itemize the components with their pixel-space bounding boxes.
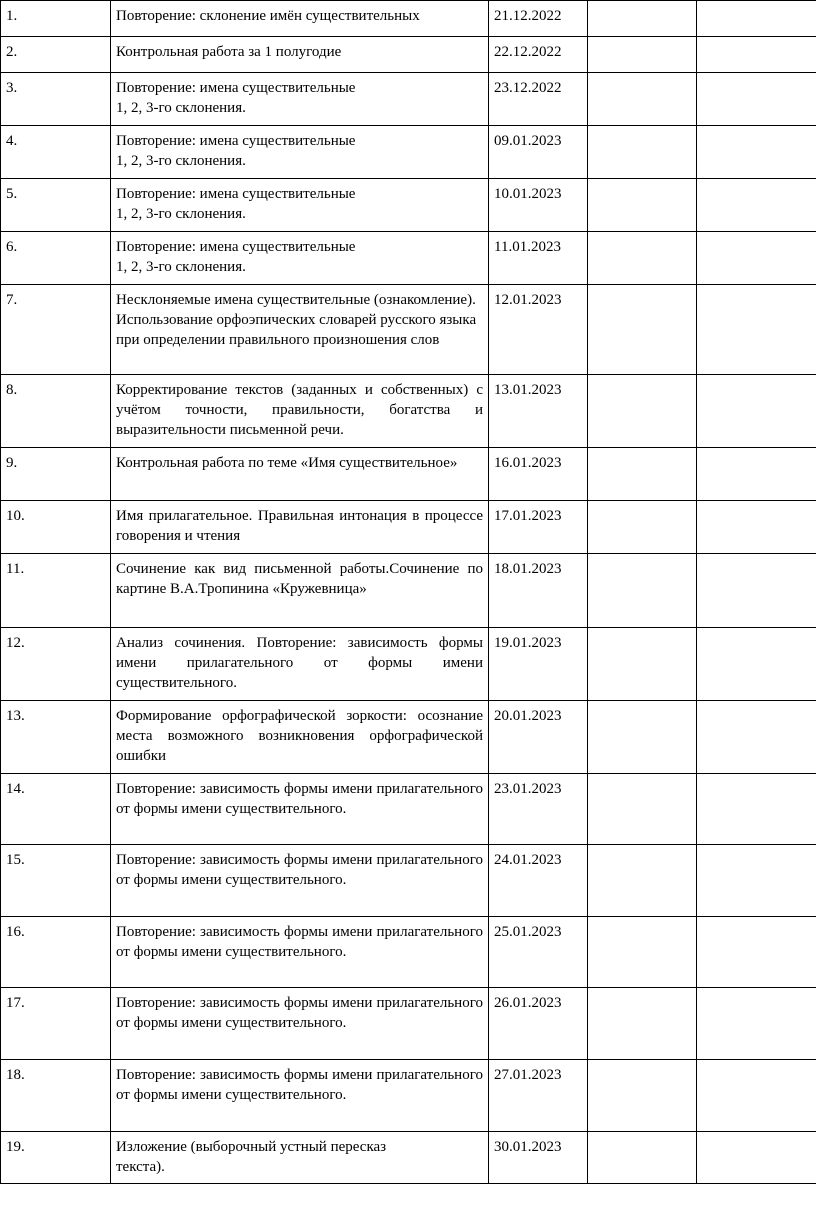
lesson-topic: Контрольная работа за 1 полугодие [111, 37, 489, 73]
lesson-note-cell [697, 1060, 816, 1132]
lesson-actual-date-cell [588, 628, 697, 701]
lesson-row [1, 628, 816, 701]
lesson-number: 15. [1, 845, 111, 917]
lesson-date: 24.01.2023 [489, 845, 588, 917]
lesson-number: 8. [1, 375, 111, 448]
lesson-number: 1. [1, 1, 111, 37]
lesson-actual-date-cell [588, 1060, 697, 1132]
lesson-number: 10. [1, 501, 111, 554]
lesson-date: 27.01.2023 [489, 1060, 588, 1132]
lesson-date: 30.01.2023 [489, 1132, 588, 1184]
lesson-note-cell [697, 1132, 816, 1184]
lesson-date: 26.01.2023 [489, 988, 588, 1060]
lesson-number: 6. [1, 232, 111, 285]
lesson-note-cell [697, 37, 816, 73]
lesson-note-cell [697, 701, 816, 774]
lesson-topic: Имя прилагательное. Правильная интонация в процессе говорения и чтения [111, 501, 489, 554]
lesson-row [1, 554, 816, 628]
lesson-date: 17.01.2023 [489, 501, 588, 554]
lesson-date: 11.01.2023 [489, 232, 588, 285]
lesson-actual-date-cell [588, 448, 697, 501]
lesson-note-cell [697, 285, 816, 375]
lesson-row [1, 73, 816, 126]
lesson-date: 22.12.2022 [489, 37, 588, 73]
lesson-date: 18.01.2023 [489, 554, 588, 628]
lesson-note-cell [697, 845, 816, 917]
lesson-note-cell [697, 375, 816, 448]
lesson-date: 19.01.2023 [489, 628, 588, 701]
lesson-row [1, 375, 816, 448]
lesson-date: 16.01.2023 [489, 448, 588, 501]
lesson-topic: Повторение: зависимость формы имени прилагательного от формы имени существительного. [111, 988, 489, 1060]
lesson-topic: Повторение: имена существительные 1, 2, 3-го склонения. [111, 179, 489, 232]
lesson-topic: Сочинение как вид письменной работы.Сочинение по картине В.А.Тропинина «Кружевница» [111, 554, 489, 628]
lesson-note-cell [697, 917, 816, 988]
lesson-actual-date-cell [588, 554, 697, 628]
lesson-actual-date-cell [588, 375, 697, 448]
lesson-note-cell [697, 448, 816, 501]
lesson-topic: Повторение: зависимость формы имени прилагательного от формы имени существительного. [111, 917, 489, 988]
lesson-note-cell [697, 126, 816, 179]
lesson-note-cell [697, 988, 816, 1060]
lesson-date: 13.01.2023 [489, 375, 588, 448]
lesson-note-cell [697, 501, 816, 554]
lesson-number: 4. [1, 126, 111, 179]
lesson-row [1, 1060, 816, 1132]
lesson-row [1, 1132, 816, 1184]
lesson-topic: Контрольная работа по теме «Имя существительное» [111, 448, 489, 501]
lesson-actual-date-cell [588, 285, 697, 375]
lesson-actual-date-cell [588, 988, 697, 1060]
lesson-row [1, 37, 816, 73]
lesson-row [1, 845, 816, 917]
lesson-note-cell [697, 232, 816, 285]
lesson-date: 09.01.2023 [489, 126, 588, 179]
lesson-number: 2. [1, 37, 111, 73]
lesson-actual-date-cell [588, 1132, 697, 1184]
lesson-number: 12. [1, 628, 111, 701]
lesson-topic: Изложение (выборочный устный пересказ текста). [111, 1132, 489, 1184]
lesson-row [1, 285, 816, 375]
lesson-actual-date-cell [588, 774, 697, 845]
lesson-row [1, 988, 816, 1060]
lesson-note-cell [697, 73, 816, 126]
lesson-row [1, 701, 816, 774]
lesson-date: 23.12.2022 [489, 73, 588, 126]
lesson-row [1, 917, 816, 988]
lesson-date: 12.01.2023 [489, 285, 588, 375]
lesson-number: 19. [1, 1132, 111, 1184]
lesson-number: 11. [1, 554, 111, 628]
lesson-date: 10.01.2023 [489, 179, 588, 232]
lesson-row [1, 501, 816, 554]
lesson-topic: Повторение: склонение имён существительных [111, 1, 489, 37]
lesson-number: 17. [1, 988, 111, 1060]
lesson-note-cell [697, 1, 816, 37]
lesson-actual-date-cell [588, 1, 697, 37]
lesson-actual-date-cell [588, 917, 697, 988]
lesson-topic: Повторение: зависимость формы имени прилагательного от формы имени существительного. [111, 845, 489, 917]
lesson-topic: Формирование орфографической зоркости: осознание места возможного возникновения орфографической ошибки [111, 701, 489, 774]
lesson-row [1, 232, 816, 285]
lesson-note-cell [697, 179, 816, 232]
lesson-number: 5. [1, 179, 111, 232]
lesson-topic: Повторение: зависимость формы имени прилагательного от формы имени существительного. [111, 774, 489, 845]
lesson-row [1, 126, 816, 179]
lesson-actual-date-cell [588, 845, 697, 917]
lesson-row [1, 774, 816, 845]
lesson-date: 20.01.2023 [489, 701, 588, 774]
lesson-number: 18. [1, 1060, 111, 1132]
lesson-note-cell [697, 628, 816, 701]
lesson-topic: Повторение: зависимость формы имени прилагательного от формы имени существительного. [111, 1060, 489, 1132]
lesson-actual-date-cell [588, 126, 697, 179]
lesson-topic: Анализ сочинения. Повторение: зависимость формы имени прилагательного от формы имени существительного. [111, 628, 489, 701]
lesson-number: 3. [1, 73, 111, 126]
lesson-plan-body [1, 1, 816, 1184]
lesson-topic: Несклоняемые имена существительные (ознакомление). Использование орфоэпических словарей русского языка при определении правильного произношения слов [111, 285, 489, 375]
lesson-row [1, 1, 816, 37]
lesson-actual-date-cell [588, 232, 697, 285]
lesson-topic: Повторение: имена существительные 1, 2, 3-го склонения. [111, 232, 489, 285]
lesson-row [1, 179, 816, 232]
lesson-topic: Повторение: имена существительные 1, 2, 3-го склонения. [111, 73, 489, 126]
lesson-row [1, 448, 816, 501]
lesson-topic: Корректирование текстов (заданных и собственных) с учётом точности, правильности, богатства и выразительности письменной речи. [111, 375, 489, 448]
lesson-number: 9. [1, 448, 111, 501]
lesson-note-cell [697, 554, 816, 628]
lesson-date: 21.12.2022 [489, 1, 588, 37]
lesson-date: 25.01.2023 [489, 917, 588, 988]
lesson-date: 23.01.2023 [489, 774, 588, 845]
lesson-note-cell [697, 774, 816, 845]
lesson-topic: Повторение: имена существительные 1, 2, 3-го склонения. [111, 126, 489, 179]
lesson-actual-date-cell [588, 73, 697, 126]
lesson-actual-date-cell [588, 501, 697, 554]
lesson-number: 13. [1, 701, 111, 774]
lesson-actual-date-cell [588, 179, 697, 232]
lesson-number: 16. [1, 917, 111, 988]
lesson-actual-date-cell [588, 701, 697, 774]
lesson-number: 7. [1, 285, 111, 375]
lesson-actual-date-cell [588, 37, 697, 73]
lesson-number: 14. [1, 774, 111, 845]
